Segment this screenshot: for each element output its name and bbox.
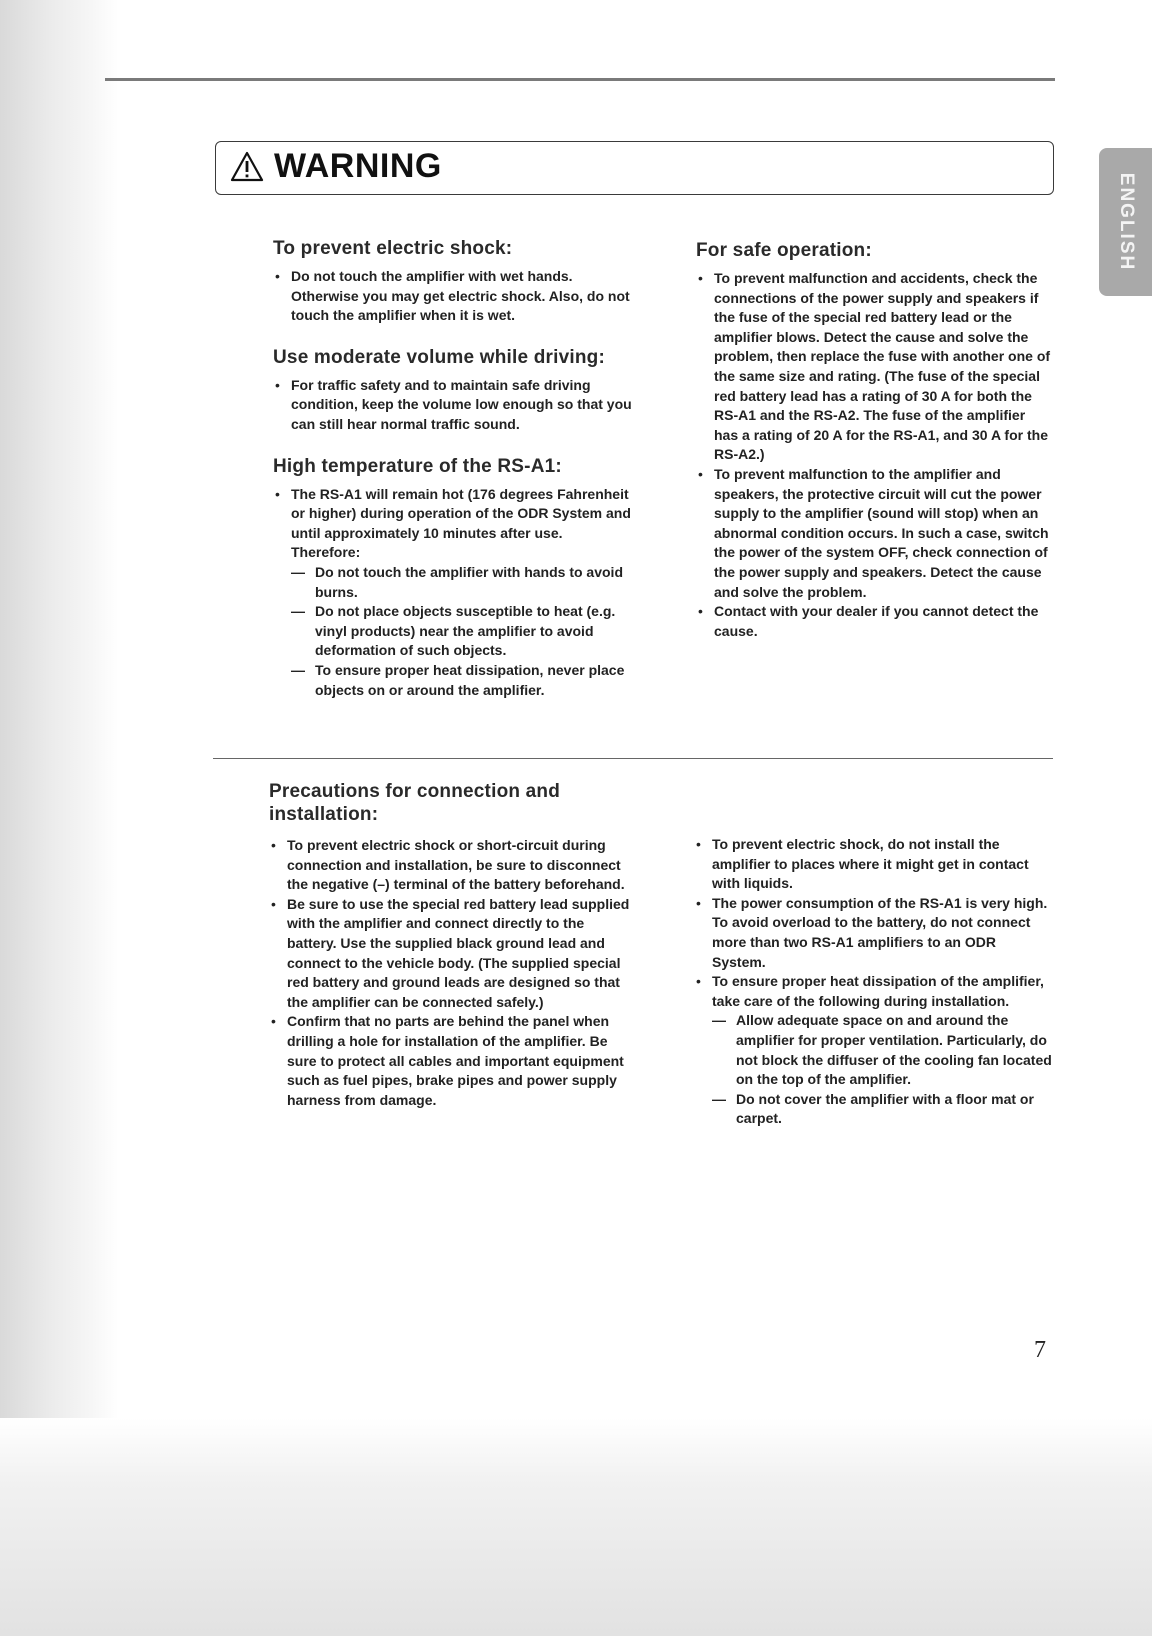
section-heading: For safe operation:: [696, 240, 872, 261]
dash-list: [291, 563, 635, 700]
section-heading: Precautions for connection and installation:: [269, 781, 561, 825]
list-item: • The power consumption of the RS-A1 is very high. To avoid overload to the battery, do not connect more than two RS-A1 amplifiers to an ODR System.: [694, 894, 1052, 972]
dash-item: — To ensure proper heat dissipation, never place objects on or around the amplifier.: [291, 661, 635, 700]
bullet-list: [273, 376, 635, 435]
scan-shadow-bottom: [0, 1418, 1152, 1636]
list-item: • To prevent electric shock or short-circuit during connection and installation, be sure to disconnect the negative (–) terminal of the battery beforehand.: [269, 836, 635, 895]
warning-banner: [215, 141, 1054, 195]
precautions-left: [269, 780, 635, 1110]
section-heading: High temperature of the RS-A1:: [273, 455, 562, 477]
list-item-note: Therefore:: [291, 544, 361, 561]
section-high-temperature: [273, 456, 635, 701]
bullet-list: [273, 485, 635, 701]
section-heading: Use moderate volume while driving:: [273, 346, 605, 368]
list-item-text: • The RS-A1 will remain hot (176 degrees Fahrenheit or higher) during operation of the ODR System and until approximately 10 minutes after use.: [291, 485, 631, 541]
list-item-text: • To ensure proper heat dissipation of the amplifier, take care of the following during installation.: [712, 973, 1044, 1009]
section-divider: [213, 758, 1053, 759]
list-item: • Do not touch the amplifier with wet hands. Otherwise you may get electric shock. Also, do not touch the amplifier when it is wet.: [273, 267, 635, 326]
section-heading: To prevent electric shock:: [273, 238, 513, 259]
warning-triangle-icon: [230, 151, 264, 183]
list-item: [273, 485, 635, 701]
section-moderate-volume: [273, 347, 635, 435]
right-column: [696, 240, 1052, 662]
dash-list: [712, 1011, 1052, 1129]
bullet-list: [694, 835, 1052, 1129]
precautions-right: [694, 835, 1052, 1129]
left-column: [273, 238, 635, 721]
page-title: WARNING: [274, 147, 442, 185]
section-safe-operation: [696, 240, 1052, 641]
bullet-list: [273, 267, 635, 326]
list-item: • Be sure to use the special red battery lead supplied with the amplifier and connect directly to the battery. Use the supplied black ground lead and connect to the vehicle body. (The supplied special red battery and ground leads are designed so that the amplifier can be connected safely.): [269, 895, 635, 1013]
section-electric-shock: [273, 238, 635, 326]
bullet-list: [696, 269, 1052, 641]
bullet-list: [269, 836, 635, 1110]
list-item: • To prevent malfunction and accidents, check the connections of the power supply and speakers if the fuse of the special red battery lead or the amplifier blows. Detect the cause and solve the problem, then replace the fuse with another one of the same size and rating. (The fuse of the special red battery lead has a rating of 30 A for both the RS-A1 and the RS-A2. The fuse of the amplifier has a rating of 20 A for the RS-A1, and 30 A for the RS-A2.): [696, 269, 1052, 465]
dash-item: — Do not cover the amplifier with a floor mat or carpet.: [712, 1090, 1052, 1129]
list-item: • To prevent malfunction to the amplifier and speakers, the protective circuit will cut the power supply to the amplifier (sound will stop) when an abnormal condition occurs. In such a case, switch the power of the system OFF, check connection of the power supply and speakers. Detect the cause and solve the problem.: [696, 465, 1052, 602]
list-item: • Contact with your dealer if you cannot detect the cause.: [696, 602, 1052, 641]
list-item: • To prevent electric shock, do not install the amplifier to places where it might get in contact with liquids.: [694, 835, 1052, 894]
page-number: 7: [1034, 1337, 1046, 1363]
language-tab: [1099, 148, 1152, 296]
scan-shadow-left: [0, 0, 118, 1636]
list-item: • For traffic safety and to maintain safe driving condition, keep the volume low enough so that you can still hear normal traffic sound.: [273, 376, 635, 435]
dash-item: — Do not place objects susceptible to heat (e.g. vinyl products) near the amplifier to avoid deformation of such objects.: [291, 602, 635, 661]
dash-item: — Allow adequate space on and around the amplifier for proper ventilation. Particularly, do not block the diffuser of the cooling fan located on the top of the amplifier.: [712, 1011, 1052, 1089]
list-item: • Confirm that no parts are behind the panel when drilling a hole for installation of the amplifier. Be sure to protect all cables and important equipment such as fuel pipes, brake pipes and power supply harness from damage.: [269, 1012, 635, 1110]
top-rule: [105, 78, 1055, 81]
list-item: [694, 972, 1052, 1129]
dash-item: — Do not touch the amplifier with hands to avoid burns.: [291, 563, 635, 602]
language-tab-label: ENGLISH: [1115, 172, 1137, 272]
